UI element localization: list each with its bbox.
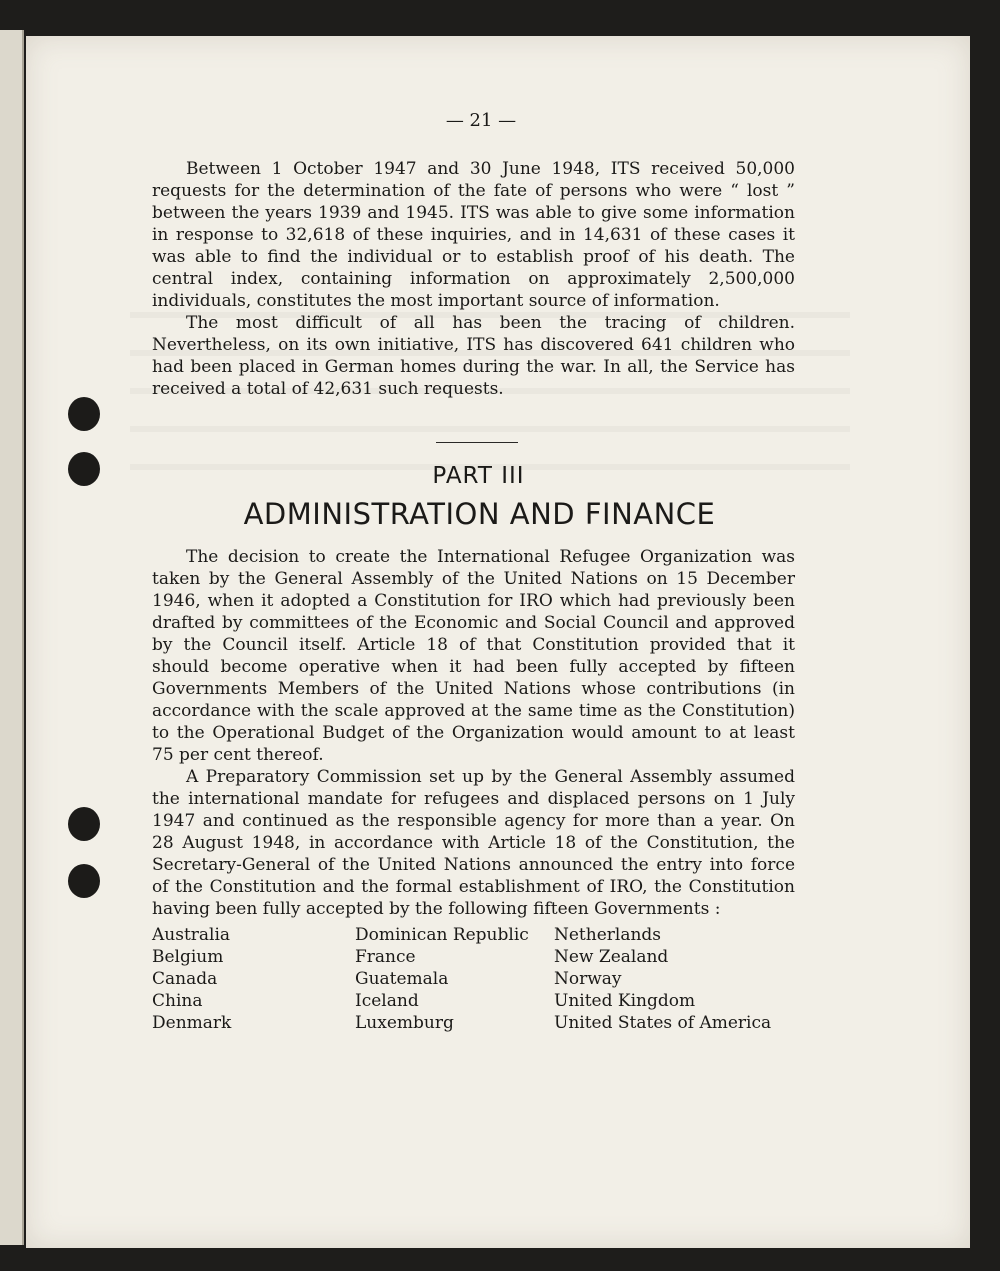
government-name: Norway: [554, 969, 622, 989]
government-name: France: [355, 947, 416, 967]
government-name: United States of America: [554, 1013, 772, 1033]
government-name: Denmark: [152, 1013, 232, 1033]
section-title: ADMINISTRATION AND FINANCE: [243, 497, 716, 531]
government-name: Luxemburg: [355, 1013, 454, 1033]
paragraph: The most difficult of all has been the tracing of children. Nevertheless, on its own initiative, ITS has discovered 641 children who had been placed in German homes during the war. In all, the Service has received a total of 42,631 such requests.: [152, 313, 795, 399]
paragraph: Between 1 October 1947 and 30 June 1948, ITS received 50,000 requests for the determination of the fate of persons who were “ lost ” between the years 1939 and 1945. ITS was able to give some information in response to 32,618 of these inquiries, and in 14,631 of these cases it was able to find the individual or to establish proof of his death. The central index, containing information on approximately 2,500,000 individuals, constitutes the most important source of information.: [152, 159, 795, 311]
government-name: New Zealand: [554, 947, 669, 967]
government-name: Canada: [152, 969, 218, 989]
government-name: Netherlands: [554, 925, 662, 945]
government-name: United Kingdom: [554, 991, 696, 1011]
paragraph: The decision to create the International Refugee Organization was taken by the General Assembly of the United Nations on 15 December 1946, when it adopted a Constitution for IRO which had previously been drafted by committees of the Economic and Social Council and approved by the Council itself. Article 18 of that Constitution provided that it should become operative when it had been fully accepted by fifteen Governments Members of the United Nations whose contributions (in accordance with the scale approved at the same time as the Constitution) to the Operational Budget of the Organization would amount to at least 75 per cent thereof.: [152, 547, 795, 765]
page-content: [152, 110, 795, 1034]
page-number: — 21 —: [445, 110, 517, 131]
government-name: China: [152, 991, 203, 1011]
governments-table: [152, 924, 795, 1034]
government-name: Belgium: [152, 947, 224, 967]
government-name: Guatemala: [355, 969, 449, 989]
part-label: PART III: [432, 463, 525, 489]
punch-hole: [68, 807, 100, 841]
punch-hole: [68, 864, 100, 898]
section-divider: [436, 442, 518, 443]
government-name: Australia: [152, 925, 231, 945]
binding-spine: [0, 30, 24, 1245]
punch-hole: [68, 397, 100, 431]
punch-hole: [68, 452, 100, 486]
government-name: Iceland: [355, 991, 419, 1011]
paragraph: A Preparatory Commission set up by the General Assembly assumed the international mandate for refugees and displaced persons on 1 July 1947 and continued as the responsible agency for more than a year. On 28 August 1948, in accordance with Article 18 of the Constitution, the Secretary-General of the United Nations announced the entry into force of the Constitution and the formal establishment of IRO, the Constitution having been fully accepted by the following fifteen Governments :: [152, 767, 795, 919]
government-name: Dominican Republic: [355, 925, 529, 945]
